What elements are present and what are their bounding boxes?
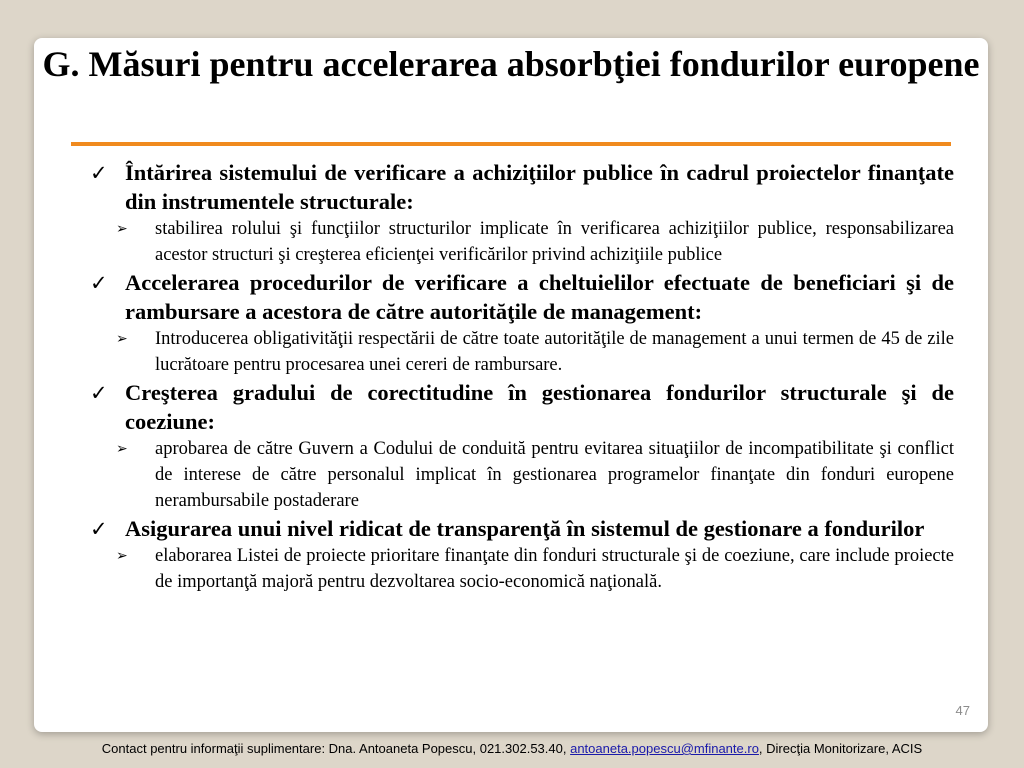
list-item xyxy=(90,378,954,514)
item-detail: Introducerea obligativităţii respectării de către toate autorităţile de management a unui termen de 45 de zile lucrătoare pentru procesarea unei cereri de rambursare. xyxy=(155,329,954,375)
footer-contact xyxy=(0,741,1024,756)
bullet-list xyxy=(90,158,954,595)
email-link[interactable]: antoaneta.popescu@mfinante.ro xyxy=(570,741,759,756)
item-detail: stabilirea rolului şi funcţiilor structurilor implicate în verificarea achiziţiilor publice, responsabilizarea acestor structuri şi creşterea eficienţei verificărilor privind achiziţiile publice xyxy=(155,219,954,265)
item-heading: Întărirea sistemului de verificare a achiziţiilor publice în cadrul proiectelor finanţate din instrumentele structurale: xyxy=(125,160,954,214)
footer-department: , Direcţia Monitorizare, ACIS xyxy=(758,741,923,756)
item-heading: Creşterea gradului de corectitudine în gestionarea fondurilor structurale şi de coeziune: xyxy=(125,380,954,434)
arrow-bullet-icon: ➢ xyxy=(116,221,128,237)
item-detail: elaborarea Listei de proiecte prioritare finanţate din fonduri structurale şi de coeziune, care include proiecte de importanţă majoră pentru dezvoltarea socio-economică naţională. xyxy=(155,546,954,592)
check-mark-icon: ✓ xyxy=(90,271,108,295)
slide-title: G. Măsuri pentru accelerarea absorbţiei fondurilor europene xyxy=(42,44,980,84)
list-item xyxy=(90,514,954,595)
arrow-bullet-icon: ➢ xyxy=(116,548,128,564)
item-heading: Asigurarea unui nivel ridicat de transparenţă în sistemul de gestionare a fondurilor xyxy=(125,516,925,541)
check-mark-icon: ✓ xyxy=(90,517,108,541)
footer-text: Contact pentru informaţii suplimentare: Dna. Antoaneta Popescu, 021.302.53.40, xyxy=(101,741,571,756)
arrow-bullet-icon: ➢ xyxy=(116,331,128,347)
item-detail: aprobarea de către Guvern a Codului de conduită pentru evitarea situaţiilor de incompatibilitate şi conflict de interese de către personalul implicat în gestionarea programelor finanţate din fonduri europene nerambursabile postaderare xyxy=(155,439,954,511)
check-mark-icon: ✓ xyxy=(90,381,108,405)
title-underline xyxy=(71,142,951,146)
list-item xyxy=(90,158,954,268)
slide xyxy=(34,38,988,732)
check-mark-icon: ✓ xyxy=(90,161,108,185)
item-heading: Accelerarea procedurilor de verificare a cheltuielilor efectuate de beneficiari şi de rambursare a acestora de către autorităţile de management: xyxy=(125,270,954,324)
arrow-bullet-icon: ➢ xyxy=(116,441,128,457)
page-number: 47 xyxy=(955,703,970,718)
list-item xyxy=(90,268,954,378)
